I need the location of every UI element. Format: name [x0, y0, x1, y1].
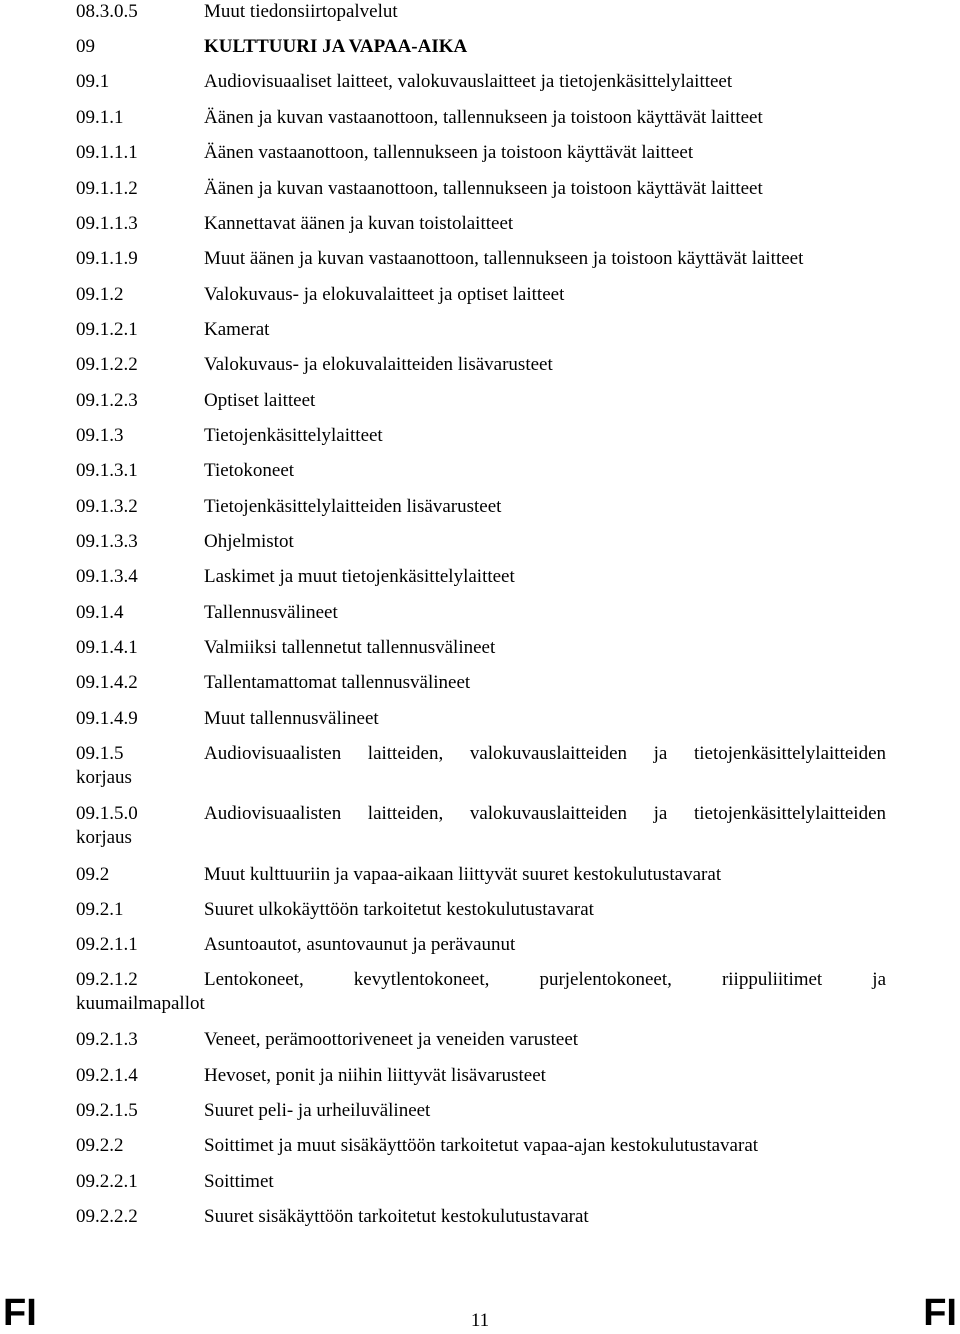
item-label: Muut kulttuuriin ja vapaa-aikaan liittyvät suuret kestokulutustavarat	[204, 864, 722, 885]
item-code: 09.1.3.2	[76, 496, 138, 517]
item-label: Suuret peli- ja urheiluvälineet	[204, 1100, 431, 1121]
item-code: 09.2.2.1	[76, 1171, 138, 1192]
item-label: Optiset laitteet	[204, 390, 316, 411]
list-item	[76, 353, 886, 377]
item-label: Valmiiksi tallennetut tallennusvälineet	[204, 637, 496, 658]
item-label: Audiovisuaaliset laitteet, valokuvauslaitteet ja tietojenkäsittelylaitteet	[204, 71, 733, 92]
item-label-continuation: korjaus	[76, 827, 132, 848]
item-label: Äänen ja kuvan vastaanottoon, tallennukseen ja toistoon käyttävät laitteet	[204, 178, 763, 199]
item-code: 09.2.1	[76, 899, 124, 920]
item-label-continuation: kuumailmapallot	[76, 993, 205, 1014]
list-item	[76, 389, 886, 413]
list-item	[76, 742, 886, 788]
section-heading: KULTTUURI JA VAPAA-AIKA	[204, 36, 468, 57]
list-item	[76, 424, 886, 448]
item-code: 09.1.3.4	[76, 566, 138, 587]
item-label: Muut äänen ja kuvan vastaanottoon, tallennukseen ja toistoon käyttävät laitteet	[204, 248, 804, 269]
item-code: 08.3.0.5	[76, 1, 138, 22]
list-item	[76, 70, 886, 94]
footer-country-mark-right: FI	[923, 1292, 957, 1334]
list-item	[76, 1099, 886, 1123]
list-item	[76, 671, 886, 695]
item-label: Valokuvaus- ja elokuvalaitteiden lisävarusteet	[204, 354, 553, 375]
item-code: 09.1.1.3	[76, 213, 138, 234]
item-code: 09.1.1.9	[76, 248, 138, 269]
item-code: 09.1.1.2	[76, 178, 138, 199]
item-label: Veneet, perämoottoriveneet ja veneiden varusteet	[204, 1029, 579, 1050]
item-code: 09.1.2.2	[76, 354, 138, 375]
list-item	[76, 707, 886, 731]
item-code: 09.2	[76, 864, 110, 885]
item-label: Äänen ja kuvan vastaanottoon, tallennukseen ja toistoon käyttävät laitteet	[204, 107, 763, 128]
item-code: 09.1.1.1	[76, 142, 138, 163]
item-code: 09.2.1.5	[76, 1100, 138, 1121]
item-code: 09.2.1.2	[76, 969, 138, 990]
item-code: 09.1.4.1	[76, 637, 138, 658]
item-label: Suuret ulkokäyttöön tarkoitetut kestokulutustavarat	[204, 899, 594, 920]
item-label: Kannettavat äänen ja kuvan toistolaitteet	[204, 213, 514, 234]
item-label: Laskimet ja muut tietojenkäsittelylaitteet	[204, 566, 515, 587]
list-item	[76, 601, 886, 625]
item-label: Muut tallennusvälineet	[204, 708, 379, 729]
item-code: 09	[76, 36, 95, 57]
list-item	[76, 1205, 886, 1229]
item-label: Tietokoneet	[204, 460, 295, 481]
list-item	[76, 565, 886, 589]
item-code: 09.2.1.4	[76, 1065, 138, 1086]
list-item	[76, 863, 886, 887]
list-item	[76, 1134, 886, 1158]
item-code: 09.1.2.1	[76, 319, 138, 340]
footer-country-mark-left: FI	[3, 1292, 37, 1334]
item-label: Tallennusvälineet	[204, 602, 338, 623]
list-item	[76, 35, 886, 59]
item-label: Valokuvaus- ja elokuvalaitteet ja optiset laitteet	[204, 284, 565, 305]
item-label: Tietojenkäsittelylaitteiden lisävarusteet	[204, 496, 502, 517]
item-code: 09.1.3.3	[76, 531, 138, 552]
item-code: 09.1.2.3	[76, 390, 138, 411]
list-item	[76, 968, 886, 1016]
item-label: Audiovisuaalisten laitteiden, valokuvauslaitteiden ja tietojenkäsittelylaitteiden	[204, 803, 886, 824]
item-code: 09.2.2	[76, 1135, 124, 1156]
page-number: 11	[470, 1310, 490, 1331]
list-item	[76, 495, 886, 519]
item-code: 09.1	[76, 71, 110, 92]
item-code: 09.1.4.2	[76, 672, 138, 693]
item-code: 09.1.2	[76, 284, 124, 305]
item-label: Ohjelmistot	[204, 531, 294, 552]
list-item	[76, 530, 886, 554]
item-label: Äänen vastaanottoon, tallennukseen ja toistoon käyttävät laitteet	[204, 142, 694, 163]
list-item	[76, 247, 886, 271]
list-item	[76, 283, 886, 307]
list-item	[76, 106, 886, 130]
list-item	[76, 636, 886, 660]
list-item	[76, 933, 886, 957]
list-item	[76, 1064, 886, 1088]
item-label-continuation: korjaus	[76, 767, 132, 788]
item-label: Soittimet	[204, 1171, 274, 1192]
list-item	[76, 0, 886, 24]
item-code: 09.1.5	[76, 743, 124, 764]
list-item	[76, 212, 886, 236]
item-label-text: Lentokoneet, kevytlentokoneet, purjelentokoneet, riippuliitimet ja	[204, 969, 886, 990]
list-item	[76, 898, 886, 922]
item-label: Tallentamattomat tallennusvälineet	[204, 672, 471, 693]
item-code: 09.1.5.0	[76, 803, 138, 824]
item-label: Hevoset, ponit ja niihin liittyvät lisävarusteet	[204, 1065, 546, 1086]
item-label: Suuret sisäkäyttöön tarkoitetut kestokulutustavarat	[204, 1206, 589, 1227]
item-code: 09.1.3.1	[76, 460, 138, 481]
item-label: Asuntoautot, asuntovaunut ja perävaunut	[204, 934, 516, 955]
list-item	[76, 802, 886, 848]
item-label: Soittimet ja muut sisäkäyttöön tarkoitetut vapaa-ajan kestokulutustavarat	[204, 1135, 759, 1156]
list-item	[76, 1170, 886, 1194]
item-code: 09.1.4.9	[76, 708, 138, 729]
item-code: 09.1.3	[76, 425, 124, 446]
item-code: 09.1.4	[76, 602, 124, 623]
item-label: Muut tiedonsiirtopalvelut	[204, 1, 398, 22]
item-code: 09.2.2.2	[76, 1206, 138, 1227]
item-code: 09.2.1.1	[76, 934, 138, 955]
list-item	[76, 459, 886, 483]
list-item	[76, 1028, 886, 1052]
list-item	[76, 141, 886, 165]
item-code: 09.1.1	[76, 107, 124, 128]
item-label: Kamerat	[204, 319, 270, 340]
item-label: Tietojenkäsittelylaitteet	[204, 425, 383, 446]
item-label: Audiovisuaalisten laitteiden, valokuvauslaitteiden ja tietojenkäsittelylaitteiden	[204, 743, 886, 764]
list-item	[76, 177, 886, 201]
list-item	[76, 318, 886, 342]
item-code: 09.2.1.3	[76, 1029, 138, 1050]
